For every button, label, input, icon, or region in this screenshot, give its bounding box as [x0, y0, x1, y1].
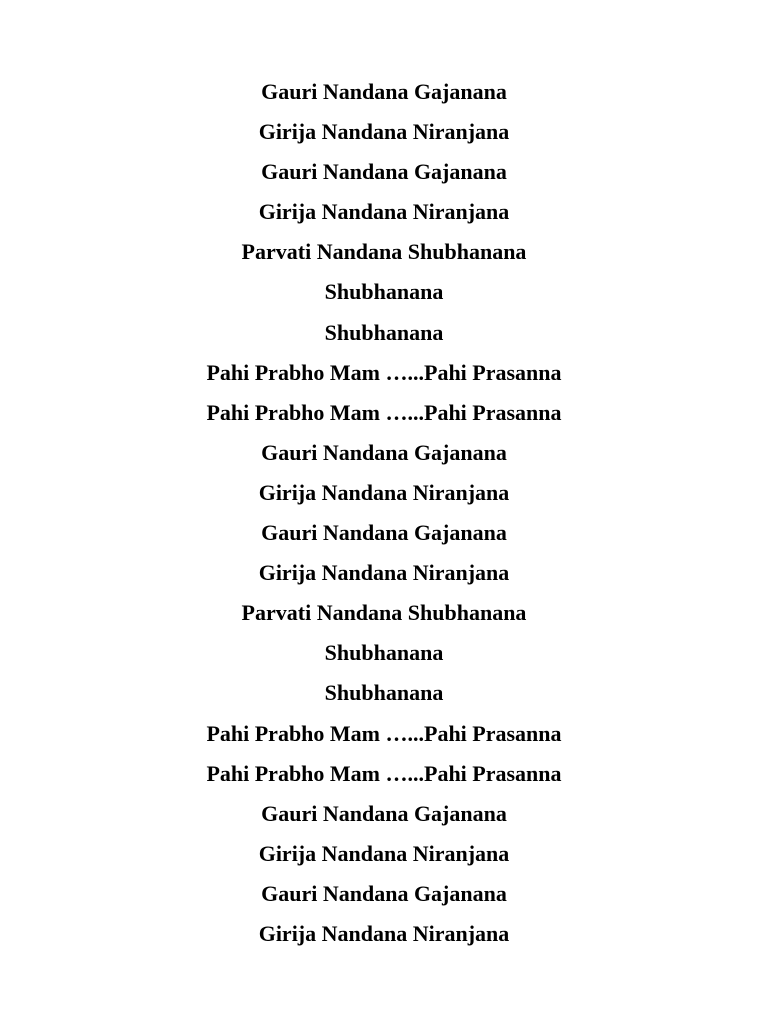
lyric-line: Gauri Nandana Gajanana [261, 159, 507, 185]
lyric-line: Gauri Nandana Gajanana [261, 439, 507, 465]
lyric-line: Pahi Prabho Mam …...Pahi Prasanna [206, 720, 562, 746]
lyric-line: Gauri Nandana Gajanana [261, 880, 507, 906]
lyric-line: Shubhanana [324, 279, 444, 305]
lyric-line: Parvati Nandana Shubhanana [241, 239, 527, 265]
lyric-line: Pahi Prabho Mam …...Pahi Prasanna [206, 399, 562, 425]
lyric-line: Girija Nandana Niranjana [258, 479, 510, 505]
lyric-line: Pahi Prabho Mam …...Pahi Prasanna [206, 760, 562, 786]
lyric-line: Gauri Nandana Gajanana [261, 79, 507, 104]
lyrics-text-block [0, 72, 768, 954]
lyric-line: Shubhanana [324, 680, 444, 706]
lyric-line: Shubhanana [324, 640, 444, 666]
lyric-line: Gauri Nandana Gajanana [261, 520, 507, 546]
lyric-line: Shubhanana [324, 319, 444, 345]
lyric-line: Pahi Prabho Mam …...Pahi Prasanna [206, 359, 562, 385]
lyric-line: Gauri Nandana Gajanana [261, 800, 507, 826]
lyric-line: Girija Nandana Niranjana [258, 840, 510, 866]
lyric-line: Girija Nandana Niranjana [258, 199, 510, 225]
lyric-line: Girija Nandana Niranjana [258, 920, 510, 946]
lyric-line: Parvati Nandana Shubhanana [241, 600, 527, 626]
lyric-line: Girija Nandana Niranjana [258, 119, 510, 145]
lyric-line: Girija Nandana Niranjana [258, 560, 510, 586]
